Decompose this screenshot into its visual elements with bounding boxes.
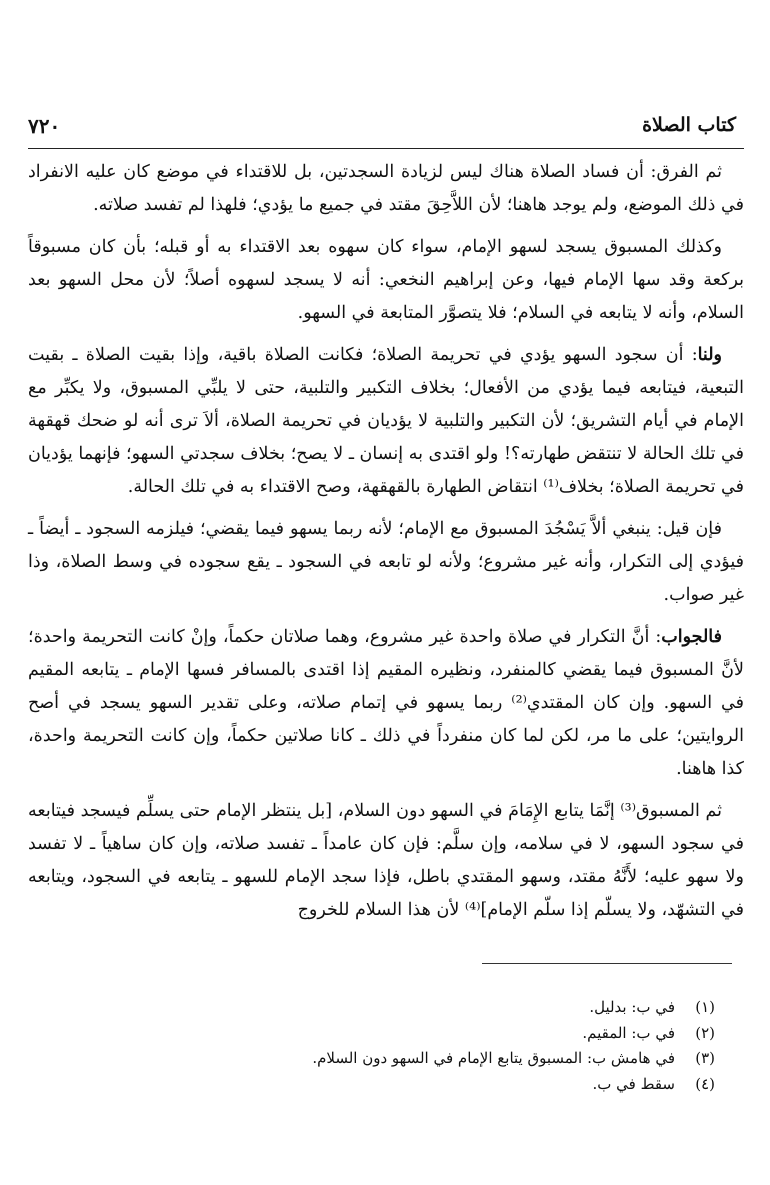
page-number: ٧٢٠: [28, 114, 61, 138]
paragraph: فالجواب: أنَّ التكرار في صلاة واحدة غير مشروع، وهما صلاتان حكماً، وإنْ كانت التحريمة واحدة؛ لأنَّ المسبوق فيما يقضي كالمنفرد، ونظيره المقيم إذا اقتدى بالمسافر فسها الإمام ـ يتابعه المقيم في السهو. وإن كان المقتدي⁽²⁾ ربما يسهو في إتمام صلاته، وعلى تقدير السهو يسجد في أصح الروايتين؛ على ما مر، لكن لما كان منفرداً في ذلك ـ كانا صلاتين حكماً، وإن كانت التحريمة واحدة، كذا هاهنا.: [28, 627, 745, 779]
paragraph: فإن قيل: ينبغي ألاَّ يَسْجُدَ المسبوق مع الإمام؛ لأنه ربما يسهو فيما يقضي؛ فيلزمه السجود ـ أيضاً ـ فيؤدي إلى التكرار، وأنه غير مشروع؛ ولأنه لو تابعه في السجود ـ يقع سجوده في وسط الصلاة، وذا غير صواب.: [28, 519, 744, 605]
footnote: [155, 1046, 715, 1072]
footnote-text: سقط في ب.: [592, 1074, 675, 1093]
footnote-text: في هامش ب: المسبوق يتابع الإمام في السهو دون السلام.: [312, 1049, 675, 1067]
footnote-number: (٤): [695, 1074, 715, 1093]
footnote-number: (٣): [695, 1049, 715, 1067]
page-header: [28, 110, 736, 140]
footnotes: [155, 995, 715, 1097]
footnote-number: (١): [695, 998, 715, 1016]
paragraph: وكذلك المسبوق يسجد لسهو الإمام، سواء كان سهوه بعد الاقتداء به أو قبله؛ بأن كان مسبوقاً بركعة وقد سها الإمام فيها، وعن إبراهيم النخعي: أنه لا يسجد لسهوه أصلاً؛ لأن محل السهو بعد السلام، وأنه لا يتابعه في السلام؛ فلا يتصوَّر المتابعة في السهو.: [28, 237, 744, 323]
footnote: [155, 1021, 715, 1047]
footnote-number: (٢): [695, 1023, 715, 1042]
paragraph: ثم الفرق: أن فساد الصلاة هناك ليس لزيادة السجدتين، بل للاقتداء في موضع كان عليه الانفراد في ذلك الموضع، ولم يوجد هاهنا؛ لأن اللاَّحِقَ مقتد في جميع ما يؤدي؛ فلهذا لم تفسد صلاته.: [28, 162, 744, 215]
footnote: [155, 1072, 715, 1098]
footnote: [155, 995, 715, 1021]
running-title: كتاب الصلاة: [642, 114, 736, 136]
header-rule: [28, 148, 744, 149]
main-text: [28, 156, 744, 936]
footnote-rule: [482, 963, 732, 964]
paragraph-lead-word: فالجواب: [661, 627, 722, 647]
footnote-text: في ب: المقيم.: [582, 1023, 675, 1042]
paragraph-lead-word: ولنا: [697, 345, 722, 365]
paragraph: ثم المسبوق⁽³⁾ إنَّمَا يتابع الإِمَامَ في السهو دون السلام، [بل ينتظر الإمام حتى يسلِّم فيسجد فيتابعه في سجود السهو، لا في سلامه، وإن سلَّم: فإن كان عامداً ـ تفسد صلاته، وإن كان ساهياً ـ لا تفسد ولا سهو عليه؛ لأَنَّهُ مقتد، وسهو المقتدي باطل، فإذا سجد الإمام للسهو ـ يتابعه في السجود، ويتابعه في التشهّد، ولا يسلّم إذا سلّم الإمام]⁽⁴⁾ لأن هذا السلام للخروج: [28, 801, 744, 920]
footnote-text: في ب: بدليل.: [589, 998, 675, 1016]
paragraph: ولنا: أن سجود السهو يؤدي في تحريمة الصلاة؛ فكانت الصلاة باقية، وإذا بقيت الصلاة ـ بقيت التبعية، فيتابعه فيما يؤدي من الأفعال؛ بخلاف التكبير والتلبية، حتى لا يلبِّي المسبوق، ولا يكبِّر مع الإمام في أيام التشريق؛ لأن التكبير والتلبية لا يؤديان في تحريمة الصلاة، ألاَ ترى أنه لو ضحك قهقهة في تلك الحالة لا تنتقض طهارته؟! ولو اقتدى به إنسان ـ لا يصح؛ بخلاف سجدتي السهو؛ فإنهما يؤديان في تحريمة الصلاة؛ بخلاف⁽¹⁾ انتقاض الطهارة بالقهقهة، وصح الاقتداء به في تلك الحالة.: [28, 345, 744, 497]
